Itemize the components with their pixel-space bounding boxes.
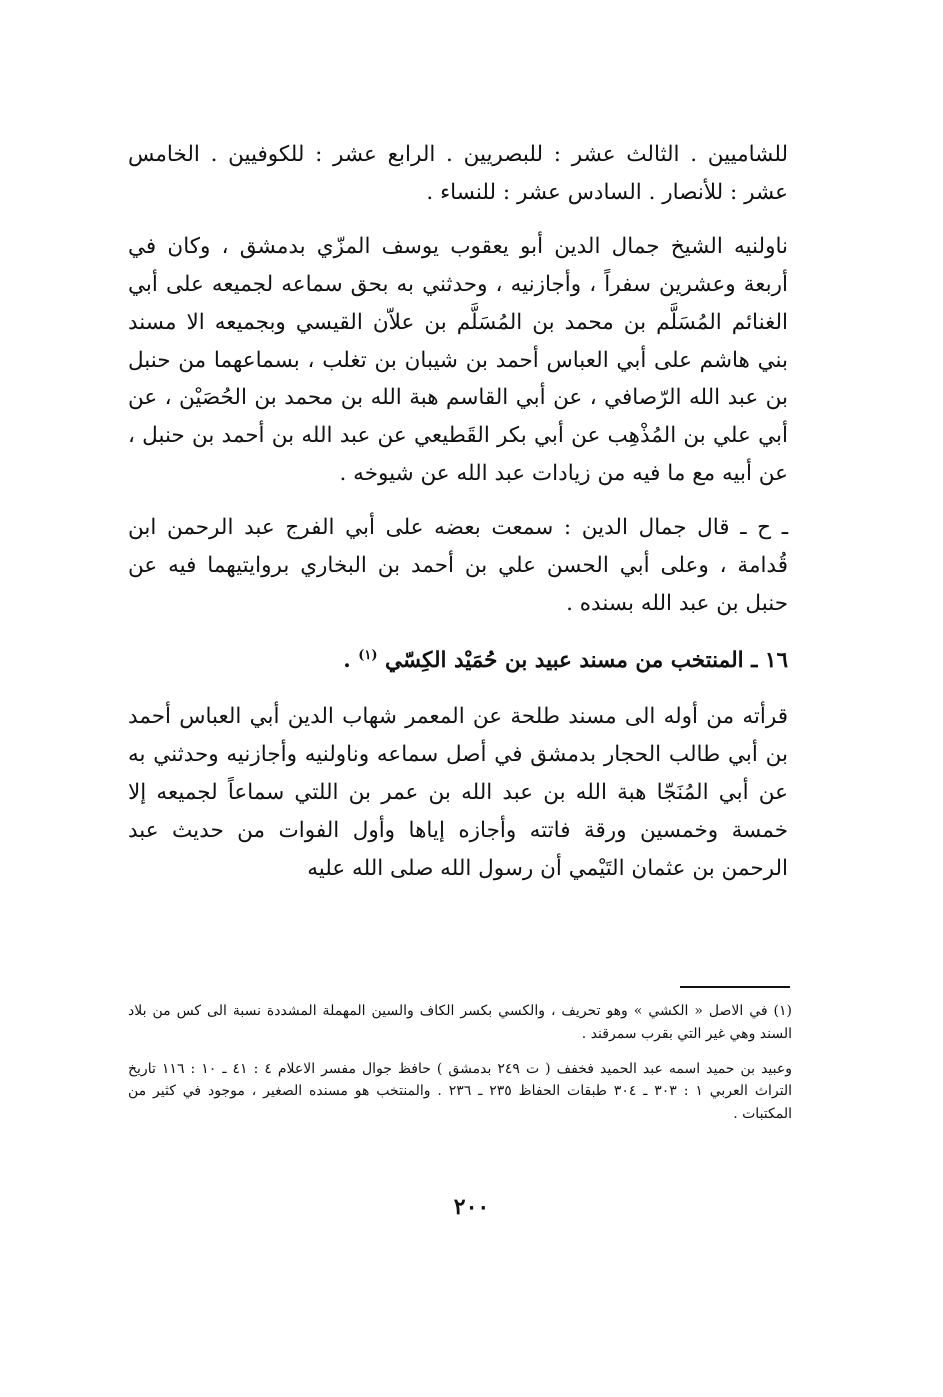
footnotes (128, 1000, 792, 1126)
section-heading (128, 637, 788, 680)
footnote-marker: (١) (358, 647, 378, 663)
footnote-1: (١) في الاصل « الكشي » وهو تحريف ، والكسي بكسر الكاف والسين المهملة المشددة نسبة الى كس من بلاد السند وهي غير التي بقرب سمرقند . (128, 1003, 792, 1042)
page-number: ٢٠٠ (453, 1194, 490, 1220)
heading-text: ١٦ ـ المنتخب من مسند عبيد بن حُمَيْد الكِسّي (385, 648, 788, 674)
heading-end: . (343, 648, 351, 674)
paragraph-reading-account: قرأته من أوله الى مسند طلحة عن المعمر شهاب الدين أبي العباس أحمد بن أبي طالب الحجار بدمشق في أصل سماعه وناولنيه وأجازنيه وحدثني به عن أبي المُنَجّا هبة الله بن عبد الله بن عمر بن اللتي سماعاً لجميعه إلا خمسة وخمسين ورقة فاتته وأجازه إياها وأول الفوات من حديث عبد الرحمن بن عثمان التَيْمي أن رسول الله صلى الله عليه (128, 703, 788, 881)
paragraph-transmission-chain: ناولنيه الشيخ جمال الدين أبو يعقوب يوسف المزّي بدمشق ، وكان في أربعة وعشرين سفراً ، وأجازنيه ، وحدثني به بحق سماعه لجميعه على أبي الغنائم المُسَلَّم بن محمد بن المُسَلَّم بن علاّن القيسي وبجميعه الا مسند بني هاشم على أبي العباس أحمد بن شيبان بن تغلب ، بسماعهما من حنبل بن عبد الله الرّصافي ، عن أبي القاسم هبة الله بن محمد بن الحُصَيْن ، عن أبي علي بن المُذْهِب عن أبي بكر القَطيعي عن عبد الله بن أحمد بن حنبل ، عن أبيه مع ما فيه من زيادات عبد الله عن شيوخه . (128, 233, 788, 487)
footnote-separator (680, 986, 790, 988)
footnote-2: وعبيد بن حميد اسمه عبد الحميد فخفف ( ت ٢٤٩ بدمشق ) حافظ جوال مفسر الاعلام ٤ : ٤١ ـ ١٠ : ١١٦ تاريخ التراث العربي ١ : ٣٠٣ ـ ٣٠٤ طبقات الحفاظ ٢٣٥ ـ ٢٣٦ . والمنتخب هو مسنده الصغير ، موجود في كثير من المكتبات . (128, 1060, 793, 1123)
paragraph-sections-end: للشاميين . الثالث عشر : للبصريين . الرابع عشر : للكوفيين . الخامس عشر : للأنصار . السادس عشر : للنساء . (128, 142, 788, 205)
paragraph-alternate-chain: ـ ح ـ قال جمال الدين : سمعت بعضه على أبي الفرج عبد الرحمن ابن قُدامة ، وعلى أبي الحسن علي بن أحمد بن البخاري بروايتيهما فيه عن حنبل بن عبد الله بسنده . (128, 515, 788, 616)
main-text (128, 136, 788, 887)
